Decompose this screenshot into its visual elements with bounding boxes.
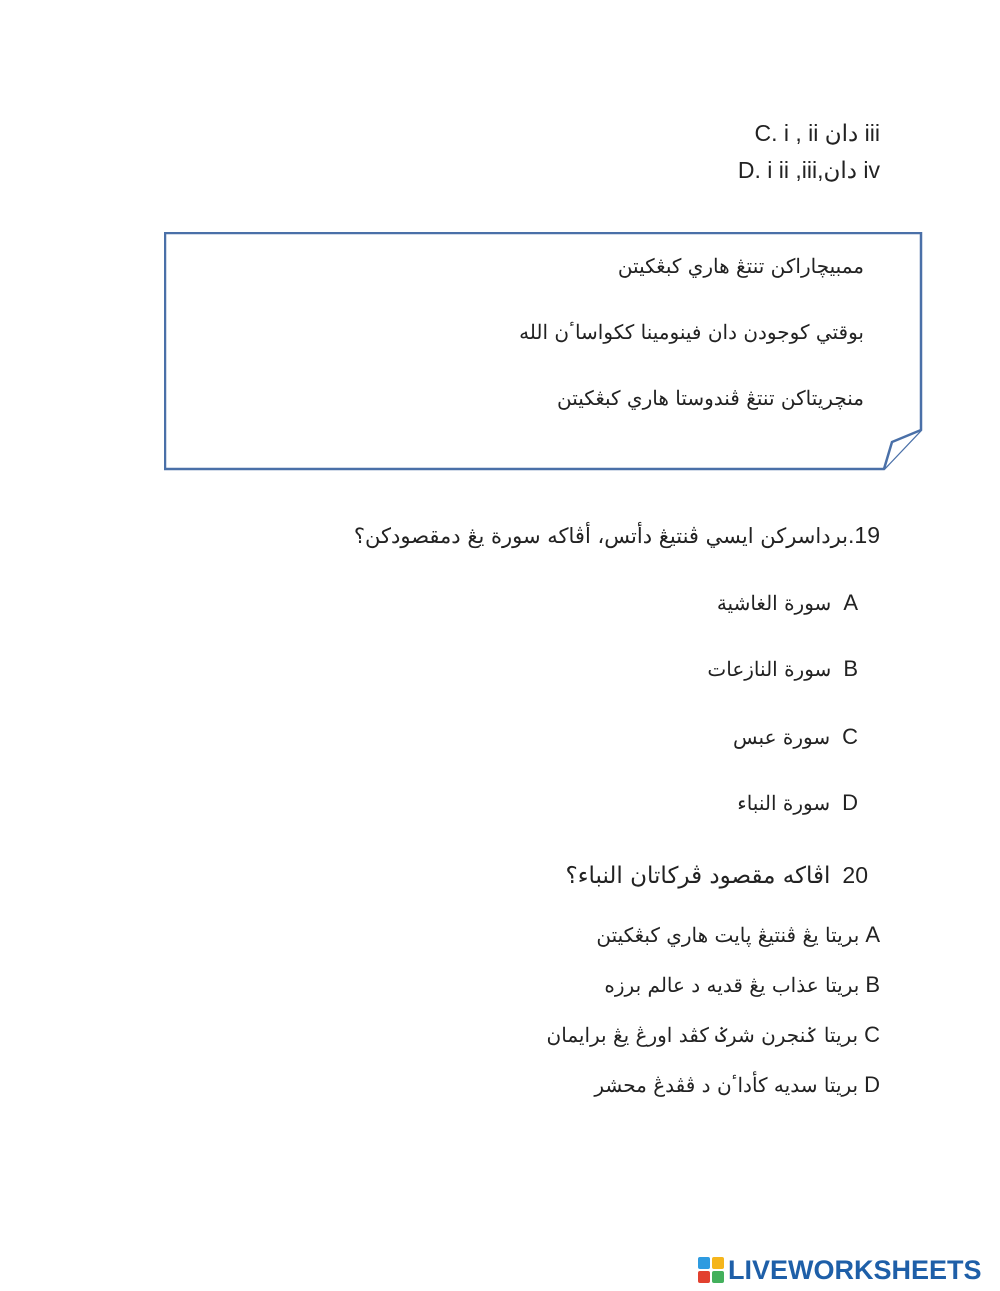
option-letter: C <box>864 1022 880 1047</box>
question-text: برداسرکن ايسي ڤنتيڠ دأتس، أڤاکه سورة يڠ دمقصودکن؟ <box>353 524 849 548</box>
q20-option-c[interactable] <box>547 1022 880 1048</box>
note-line-3: منچريتاکن تنتڠ ڤندوستا هاري کبڠکيتن <box>557 386 864 410</box>
note-line-1: ممبيچاراکن تنتڠ هاري کبڠکيتن <box>617 254 864 278</box>
liveworksheets-logo-icon <box>698 1257 724 1283</box>
option-letter: A <box>843 590 858 615</box>
option-letter: A <box>865 922 880 947</box>
option-letter: D <box>842 790 858 815</box>
option-letter: D <box>864 1072 880 1097</box>
question-text: اڤاکه مقصود ڤرکاتان النباء؟ <box>565 863 831 889</box>
option-text: سورة الغاشية <box>716 591 832 615</box>
option-text: سورة عبس <box>733 725 831 749</box>
info-note-box <box>164 232 922 470</box>
logo-text: LIVEWORKSHEETS <box>728 1254 982 1285</box>
question-19 <box>354 522 880 549</box>
option-letter: C <box>842 724 858 749</box>
note-line-2: بوقتي کوجودن دان فينومينا ککواساٴن الله <box>519 320 864 344</box>
question-number: 19. <box>848 522 880 548</box>
q19-option-d[interactable] <box>737 790 858 816</box>
option-text: سورة النازعات <box>707 657 832 681</box>
option-text: سورة النباء <box>737 791 831 815</box>
option-c-combination: C. i , ii دان iii <box>754 120 880 146</box>
q19-option-a[interactable] <box>717 590 858 616</box>
question-number: 20 <box>842 862 868 888</box>
q20-option-a[interactable] <box>596 922 880 948</box>
option-letter: B <box>865 972 880 997</box>
option-text: بريتا يڠ ڤنتيڠ ڽايت هاري کبڠکيتن <box>596 923 860 947</box>
option-text: بريتا سديه کأداٴن د ڤڤدڠ محشر <box>594 1073 859 1097</box>
liveworksheets-logo <box>698 1255 982 1285</box>
q20-option-b[interactable] <box>604 972 880 998</box>
question-20 <box>566 862 868 889</box>
option-text: بريتا ݢنجرن شرݢ کڤد اورڠ يڠ برايمان <box>546 1023 859 1047</box>
option-letter: B <box>843 656 858 681</box>
q20-option-d[interactable] <box>594 1072 880 1098</box>
option-d-combination: D. i ii ,iii,دان iv <box>737 157 880 183</box>
q19-option-c[interactable] <box>733 724 858 750</box>
q19-option-b[interactable] <box>707 656 858 682</box>
option-text: بريتا عذاب يڠ قديه د عالم برزه <box>604 973 860 997</box>
